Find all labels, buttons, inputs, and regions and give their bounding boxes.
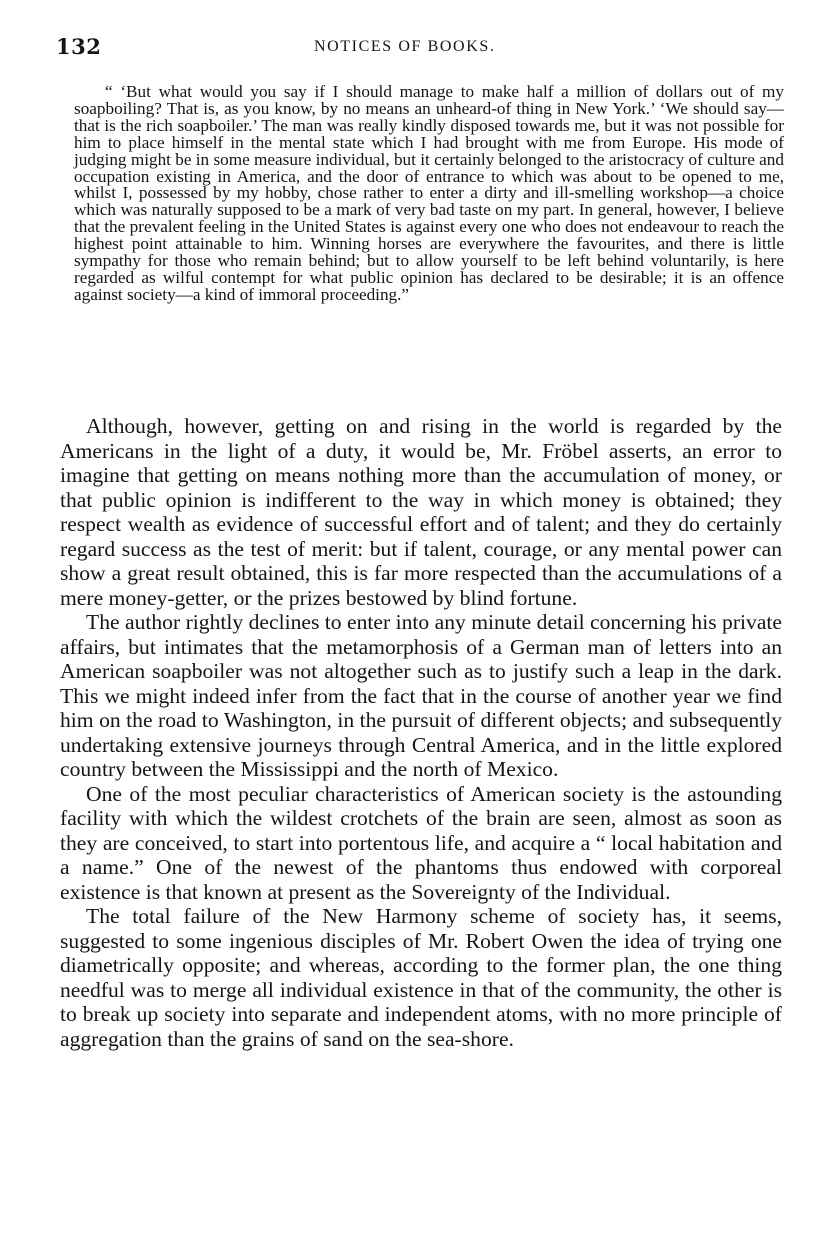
quoted-extract xyxy=(74,84,784,304)
page-header xyxy=(56,34,781,64)
body-paragraph-4: The total failure of the New Harmony scheme of society has, it seems, suggested to some ingenious disciples of Mr. Robert Owen the idea of trying one diametrically opposite; and whereas, according to the former plan, the one thing needful was to merge all individual existence in that of the community, the other is to break up society into separate and independent atoms, with no more principle of aggregation than the grains of sand on the sea-shore. xyxy=(60,904,782,1051)
body-paragraph-3: One of the most peculiar characteristics of American society is the astounding facility with which the wildest crotchets of the brain are seen, almost as soon as they are conceived, to start into portentous life, and acquire a “ local habitation and a name.” One of the newest of the phantoms thus endowed with corporeal existence is that known at present as the Sovereignty of the Individual. xyxy=(60,781,782,904)
body-paragraph-1: Although, however, getting on and rising in the world is regarded by the Americans in the light of a duty, it would be, Mr. Fröbel asserts, an error to imagine that getting on means nothing more than the accumulation of money, or that public opinion is indifferent to the way in which money is obtained; they respect wealth as evidence of successful effort and of talent; and they do certainly regard success as the test of merit: but if talent, courage, or any mental power can show a great result obtained, this is far more respected than the accumulations of a mere money-getter, or the prizes bestowed by blind fortune. xyxy=(60,414,782,610)
running-head: NOTICES OF BOOKS. xyxy=(314,38,496,55)
main-text xyxy=(60,414,782,1051)
body-paragraph-2: The author rightly declines to enter into any minute detail concerning his private affairs, but intimates that the metamorphosis of a German man of letters into an American soapboiler was not altogether such as to justify such a leap in the dark. This we might indeed infer from the fact that in the course of another year we find him on the road to Washington, in the pursuit of different objects; and subsequently undertaking extensive journeys through Central America, and in the little explored country between the Mississippi and the north of Mexico. xyxy=(60,610,782,781)
page-number: 132 xyxy=(56,34,102,59)
quote-paragraph: “ ‘But what would you say if I should manage to make half a million of dollars out of my soapboiling? That is, as you know, by no means an unheard-of thing in New York.’ ‘We should say—that is the rich soapboiler.’ The man was really kindly disposed towards me, but it was not possible for him to place himself in the mental state which I had brought with me from Europe. His mode of judging might be in some measure individual, but it certainly belonged to the aristocracy of culture and occupation existing in America, and the door of entrance to which was about to be opened to me, whilst I, possessed by my hobby, chose rather to enter a dirty and ill-smelling workshop—a choice which was naturally supposed to be a mark of very bad taste on my part. In general, however, I believe that the prevalent feeling in the United States is against every one who does not endeavour to reach the highest point attainable to him. Winning horses are everywhere the favourites, and there is little sympathy for those who remain behind; but to allow yourself to be left behind voluntarily, is here regarded as wilful contempt for what public opinion has declared to be desirable; it is an offence against society—a kind of immoral proceeding.” xyxy=(74,82,784,304)
